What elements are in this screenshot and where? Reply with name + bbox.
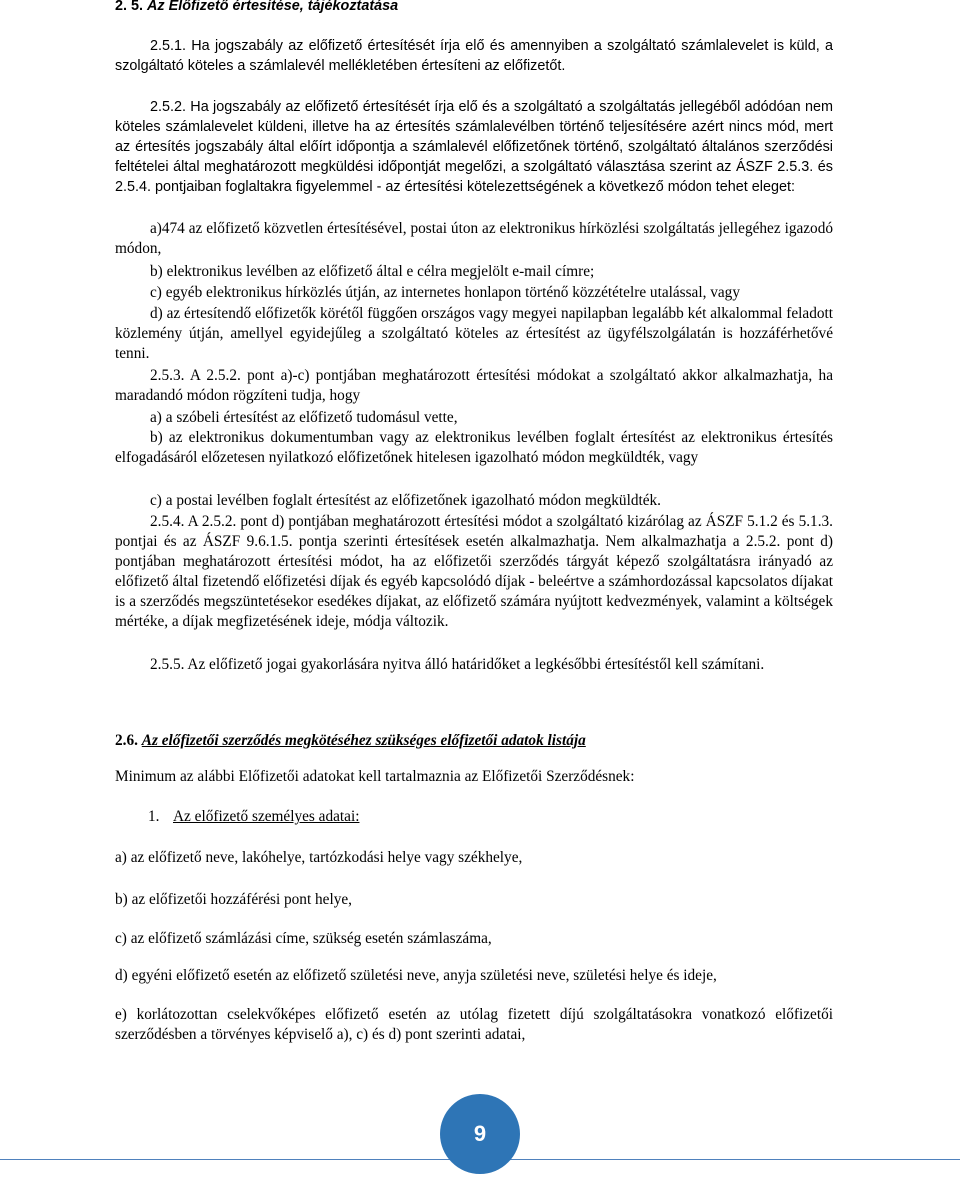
paragraph-2-5-2-b: b) elektronikus levélben az előfizető által e célra megjelölt e-mail címre; [150, 263, 595, 280]
page-number-badge: 9 [440, 1094, 520, 1174]
paragraph-2-5-3-a: a) a szóbeli értesítést az előfizető tudomásul vette, [150, 409, 458, 426]
subscriber-data-c: c) az előfizető számlázási címe, szükség esetén számlaszáma, [115, 930, 492, 947]
subscriber-data-b: b) az előfizetői hozzáférési pont helye, [115, 891, 352, 908]
subscriber-data-a: a) az előfizető neve, lakóhelye, tartózkodási helye vagy székhelye, [115, 849, 523, 866]
section-2-5-number: 2. 5. [115, 0, 144, 14]
list-item-number: 1. [148, 808, 160, 825]
list-item-label: Az előfizető személyes adatai: [173, 808, 360, 825]
paragraph-2-5-5: 2.5.5. Az előfizető jogai gyakorlására nyitva álló határidőket a legkésőbbi értesítéstől kell számítani. [150, 656, 765, 673]
paragraph-2-5-1: 2.5.1. Ha jogszabály az előfizető értesítését írja elő és amennyiben a szolgáltató számlalevelet is küld, a szolgáltató köteles a számlalevél mellékletében értesíteni az előfizetőt. [115, 38, 833, 74]
paragraph-2-5-4: 2.5.4. A 2.5.2. pont d) pontjában meghatározott értesítési módot a szolgáltató kizárólag az ÁSZF 5.1.2 és 5.1.3. pontjai és az ÁSZF 9.6.1.5. pontja szerinti értesítések esetén alkalmazhatja. Nem alkalmazhatja a 2.5.2. pont d) pontjában meghatározott értesítési módot, ha az előfizetői szerződés tárgyát képező szolgáltatásra irányadó az előfizető által fizetendő előfizetési díjak és egyéb kapcsolódó díjak - beleértve a számhordozással kapcsolatos díjakat is a szerződés megszüntetésekor esedékes díjakat, az előfizető számára nyújtott kedvezmények, valamint a költségek mértéke, a díjak megfizetésének ideje, módja változik. [115, 513, 833, 630]
paragraph-2-5-3: 2.5.3. A 2.5.2. pont a)-c) pontjában meghatározott értesítési módokat a szolgáltató akkor alkalmazhatja, ha maradandó módon rögzíteni tudja, hogy [115, 367, 833, 404]
paragraph-2-5-2-d: d) az értesítendő előfizetők körétől függően országos vagy megyei napilapban legalább két alkalommal feladott közlemény útján, amellyel egyidejűleg a szolgáltató köteles az értesítést az ügyfélszolgálatán is hozzáférhetővé tenni. [115, 305, 833, 362]
paragraph-2-5-2: 2.5.2. Ha jogszabály az előfizető értesítését írja elő és a szolgáltató a szolgáltatás jellegéből adódóan nem köteles számlalevelet küldeni, illetve ha az értesítés számlalevélben történő teljesítésére azért nincs mód, mert az értesítés jogszabály által előírt időpontja a számlalevél előfizetőnek történő, szolgáltató általános szerződési feltételei által meghatározott megküldési időpontját megelőzi, a szolgáltató választása szerint az ÁSZF 2.5.3. és 2.5.4. pontjaiban foglaltakra figyelemmel - az értesítési kötelezettségének a következő módon tehet eleget: [115, 99, 833, 195]
subscriber-data-e: e) korlátozottan cselekvőképes előfizető esetén az utólag fizetett díjú szolgáltatásokra vonatkozó előfizetői szerződésben a törvényes képviselő a), c) és d) pont szerinti adatai, [115, 1006, 833, 1043]
section-2-5-title: Az Előfizető értesítése, tájékoztatása [147, 0, 399, 14]
subscriber-data-d: d) egyéni előfizető esetén az előfizető születési neve, anyja születési neve, születési helye és ideje, [115, 967, 717, 984]
section-2-5-heading [115, 0, 398, 16]
paragraph-2-5-3-c: c) a postai levélben foglalt értesítést az előfizetőnek igazolható módon megküldték. [150, 492, 661, 509]
paragraph-2-5-3-b: b) az elektronikus dokumentumban vagy az elektronikus levélben foglalt értesítést az elektronikus értesítés elfogadásáról előzetesen nyilatkozó előfizetőnek hitelesen igazolható módon megküldték, vagy [115, 429, 833, 466]
section-2-6-heading [115, 731, 586, 751]
section-2-6-number: 2.6. [115, 732, 138, 749]
paragraph-2-5-2-a: a)474 az előfizető közvetlen értesítésével, postai úton az elektronikus hírközlési szolgáltatás jellegéhez igazodó módon, [115, 220, 833, 257]
section-2-6-intro: Minimum az alábbi Előfizetői adatokat kell tartalmaznia az Előfizetői Szerződésnek: [115, 768, 635, 785]
paragraph-2-5-2-c: c) egyéb elektronikus hírközlés útján, az internetes honlapon történő közzétételre utalással, vagy [150, 284, 740, 301]
section-2-6-title: Az előfizetői szerződés megkötéséhez szükséges előfizetői adatok listája [141, 732, 586, 749]
